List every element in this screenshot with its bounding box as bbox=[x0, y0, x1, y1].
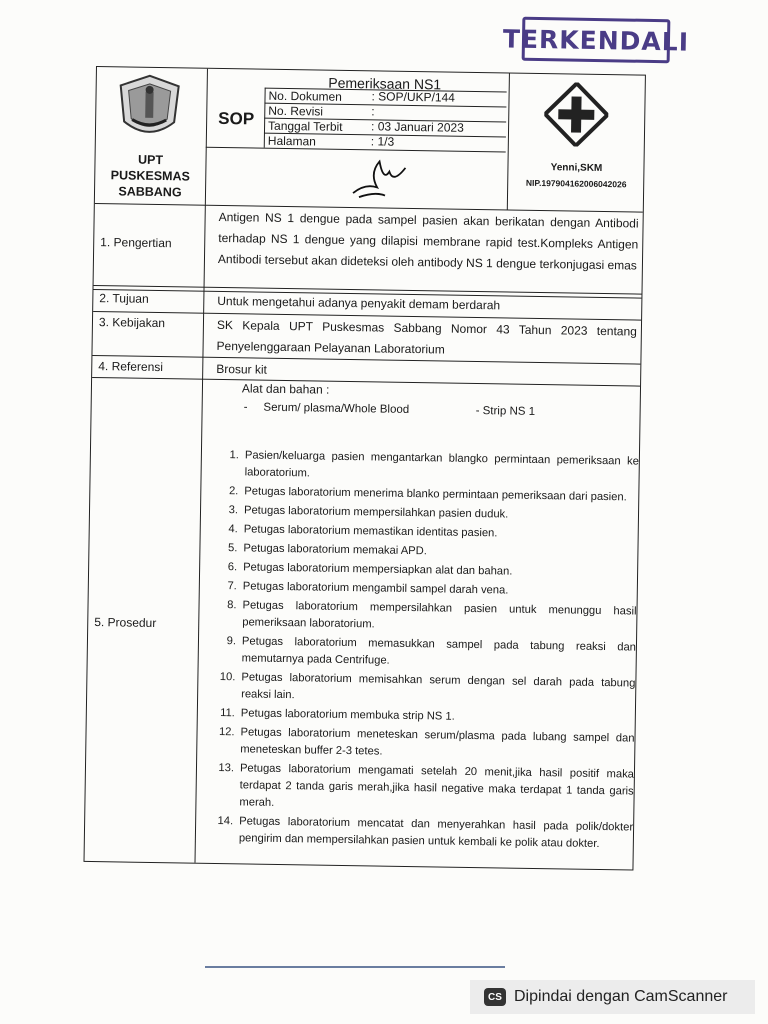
section-text-referensi: Brosur kit bbox=[216, 361, 268, 377]
step-text: Petugas laboratorium menerima blanko permintaan pemeriksaan dari pasien. bbox=[244, 485, 627, 504]
section-label-referensi: 4. Referensi bbox=[98, 359, 164, 375]
row-divider bbox=[206, 147, 506, 153]
procedure-step bbox=[212, 633, 636, 674]
section-text-tujuan: Untuk mengetahui adanya penyakit demam berdarah bbox=[217, 293, 501, 313]
procedure-step bbox=[210, 724, 634, 765]
meta-value: : 1/3 bbox=[370, 134, 395, 149]
alat-title: Alat dan bahan : bbox=[241, 381, 330, 397]
step-text: Petugas laboratorium mencatat dan menyerahkan hasil pada polik/dokter pengirim dan mempersilahkan pasien untuk kembali ke polik atau dokter. bbox=[238, 815, 634, 851]
procedure-step bbox=[209, 813, 633, 854]
camscanner-icon: CS bbox=[484, 988, 506, 1006]
signer-name: Yenni,SKM bbox=[550, 162, 603, 174]
col-divider bbox=[205, 69, 208, 205]
org-line: PUSKESMAS bbox=[110, 168, 190, 184]
step-number: 8. bbox=[227, 599, 237, 612]
step-text: Petugas laboratorium mengamati setelah 20 menit,jika hasil positif maka terdapat 2 tanda garis merah,jika hasil negative maka terdapat 1 tanda garis merah. bbox=[239, 762, 635, 809]
regency-crest-icon bbox=[114, 73, 185, 142]
step-number: 6. bbox=[227, 561, 238, 574]
org-line: UPT bbox=[137, 152, 164, 168]
meta-label: Tanggal Terbit bbox=[267, 118, 343, 134]
step-text: Petugas laboratorium mengambil sampel darah vena. bbox=[242, 580, 509, 597]
step-text: Petugas laboratorium mempersilahkan pasien untuk menunggu hasil pemeriksaan laboratorium. bbox=[242, 599, 637, 631]
step-number: 12. bbox=[218, 726, 235, 739]
step-text: Petugas laboratorium memasukkan sampel pada tabung reaksi dan memutarnya pada Centrifuge. bbox=[241, 635, 637, 667]
section-text-pengertian: Antigen NS 1 dengue pada sampel pasien akan berikatan dengan Antibodi terhadap NS 1 dengue yang dilapisi membrane rapid test.Kompleks Antigen Antibodi tersebut akan dideteksi oleh antibody NS 1 dengue terkonjugasi emas bbox=[217, 209, 639, 273]
alat-item: - Strip NS 1 bbox=[475, 405, 536, 418]
step-text: Petugas laboratorium mempersiapkan alat dan bahan. bbox=[243, 561, 513, 578]
step-number: 7. bbox=[227, 580, 237, 593]
watermark-text: Dipindai dengan CamScanner bbox=[514, 988, 728, 1005]
step-text: Petugas laboratorium memastikan identitas pasien. bbox=[243, 523, 498, 540]
meta-label: Halaman bbox=[267, 133, 316, 149]
procedure-steps bbox=[209, 447, 639, 856]
step-number: 14. bbox=[217, 815, 234, 828]
step-text: Pasien/keluarga pasien mengantarkan blangko permintaan pemeriksaan ke laboratorium. bbox=[244, 449, 639, 480]
procedure-step bbox=[209, 760, 634, 818]
col-divider bbox=[507, 73, 510, 209]
section-label-tujuan: 2. Tujuan bbox=[99, 291, 149, 306]
step-number: 10. bbox=[219, 671, 236, 684]
procedure-step bbox=[212, 597, 636, 638]
meta-label: No. Dokumen bbox=[268, 88, 343, 104]
step-text: Petugas laboratorium mempersilahkan pasien duduk. bbox=[243, 504, 509, 521]
section-label-prosedur: 5. Prosedur bbox=[94, 615, 157, 631]
step-text: Petugas laboratorium meneteskan serum/plasma pada lubang sampel dan meneteskan buffer 2-3 tetes. bbox=[240, 726, 635, 758]
org-line: SABBANG bbox=[118, 184, 182, 200]
step-number: 13. bbox=[218, 762, 235, 775]
scan-edge-line bbox=[205, 966, 505, 968]
step-number: 2. bbox=[228, 485, 239, 498]
step-text: Petugas laboratorium membuka strip NS 1. bbox=[240, 707, 455, 723]
sop-document bbox=[83, 66, 645, 871]
meta-value: : 03 Januari 2023 bbox=[370, 119, 464, 135]
step-text: Petugas laboratorium memakai APD. bbox=[243, 542, 427, 558]
section-label-kebijakan: 3. Kebijakan bbox=[98, 315, 166, 331]
col-divider bbox=[194, 205, 205, 863]
step-text: Petugas laboratorium memisahkan serum dengan sel darah pada tabung reaksi lain. bbox=[241, 671, 636, 702]
meta-value: : SOP/UKP/144 bbox=[371, 89, 456, 105]
document-title: Pemeriksaan NS1 bbox=[328, 74, 442, 93]
procedure-step bbox=[214, 447, 638, 488]
terkendali-stamp: TERKENDALI bbox=[522, 17, 671, 64]
step-number: 11. bbox=[220, 707, 235, 720]
step-number: 3. bbox=[228, 504, 239, 517]
meta-label: No. Revisi bbox=[268, 103, 324, 119]
sop-label: SOP bbox=[218, 108, 255, 129]
signature-icon bbox=[345, 153, 416, 206]
camscanner-watermark bbox=[470, 980, 755, 1014]
section-label-pengertian: 1. Pengertian bbox=[100, 235, 172, 251]
organization-name bbox=[95, 151, 206, 201]
step-number: 4. bbox=[228, 523, 238, 536]
meta-value: : bbox=[371, 104, 375, 119]
signer-nip: NIP.197904162006042026 bbox=[525, 177, 627, 190]
health-cross-icon bbox=[544, 82, 609, 147]
alat-item: - Serum/ plasma/Whole Blood bbox=[243, 401, 410, 416]
procedure-step bbox=[211, 669, 635, 710]
step-number: 5. bbox=[228, 542, 238, 555]
section-text-kebijakan: SK Kepala UPT Puskesmas Sabbang Nomor 43 Tahun 2023 tentang Penyelenggaraan Pelayanan Laboratorium bbox=[216, 317, 638, 357]
step-number: 1. bbox=[229, 449, 239, 462]
step-number: 9. bbox=[226, 635, 237, 648]
